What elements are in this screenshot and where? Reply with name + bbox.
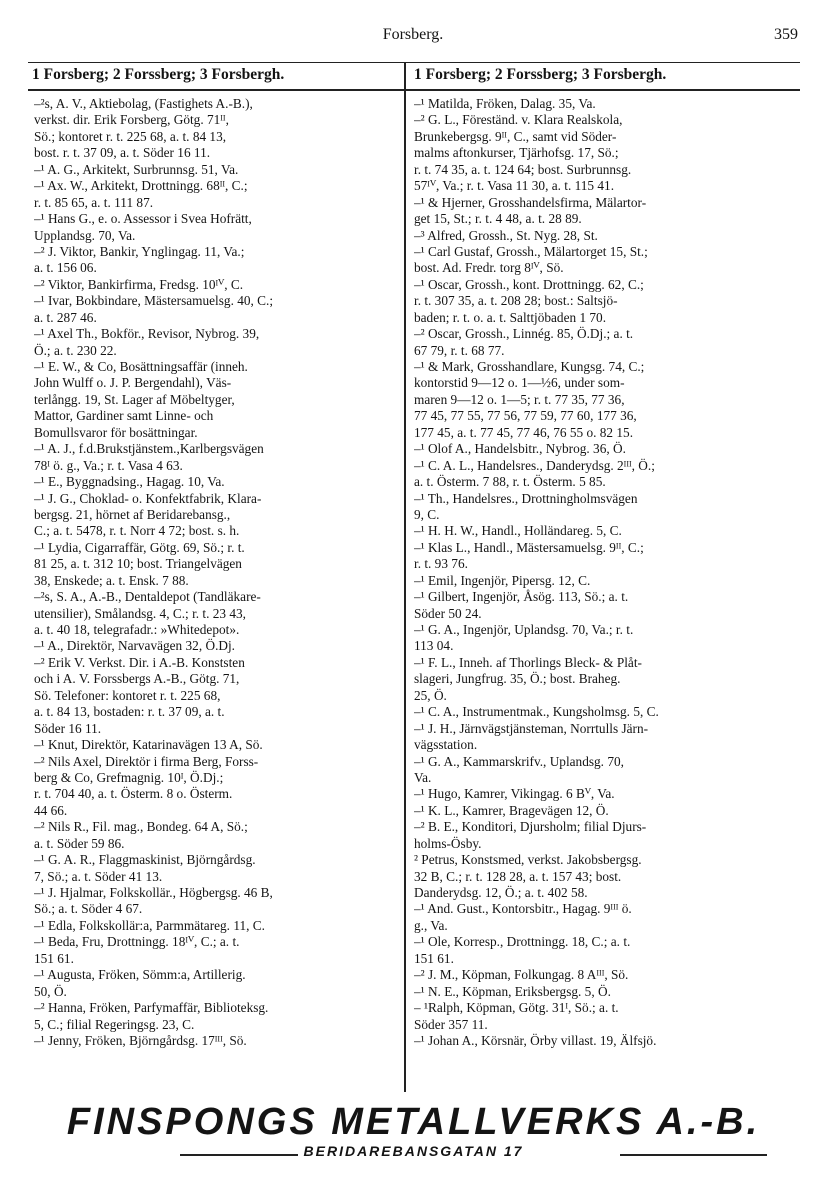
entry-line: –¹ Beda, Fru, Drottningg. 18ᴵⱽ, C.; a. t.	[34, 934, 240, 950]
page-header	[28, 26, 798, 54]
entry-line: Brunkebergsg. 9ᴵᴵ, C., samt vid Söder-	[414, 128, 617, 144]
entry-line: a. t. 40 18, telegrafadr.: »Whitedepot».	[34, 622, 240, 637]
left-column-heading: 1 Forsberg; 2 Forssberg; 3 Forsbergh.	[32, 66, 285, 83]
entry-line: kontorstid 9—12 o. 1—½6, under som-	[414, 375, 625, 391]
entry-line: –²s, S. A., A.-B., Dentaldepot (Tandläkare-	[34, 589, 261, 605]
entry-line: –¹ Jenny, Fröken, Björngårdsg. 17ᴵᴵᴵ, Sö.	[34, 1032, 247, 1048]
entry-line: –¹ C. A., Instrumentmak., Kungsholmsg. 5, C.	[414, 704, 659, 720]
entry-line: 32 B, C.; r. t. 128 28, a. t. 157 43; bost.	[414, 868, 622, 884]
entry-line: 44 66.	[34, 802, 68, 818]
entry-line: –¹ Gilbert, Ingenjör, Åsög. 113, Sö.; a. t.	[414, 589, 629, 605]
entry-line: –¹ Hans G., e. o. Assessor i Svea Hofrätt,	[34, 211, 252, 227]
entry-line: maren 9—12 o. 1—5; r. t. 77 35, 77 36,	[414, 391, 625, 407]
entry-line: John Wulff o. J. P. Bergendahl), Väs-	[34, 375, 232, 391]
entry-line: –² J. M., Köpman, Folkungag. 8 Aᴵᴵᴵ, Sö.	[414, 967, 629, 983]
entry-line: –¹ A. G., Arkitekt, Surbrunnsg. 51, Va.	[34, 161, 239, 177]
entry-line: 25, Ö.	[414, 687, 447, 703]
entry-line: Sö. Telefoner: kontoret r. t. 225 68,	[34, 687, 221, 703]
header-rule-top	[28, 62, 800, 63]
entry-line: –¹ F. L., Inneh. af Thorlings Bleck- & Plåt-	[414, 654, 642, 670]
entry-line: berg & Co, Grefmagnig. 10ᴵ, Ö.Dj.;	[34, 769, 224, 785]
entry-line: Söder 16 11.	[34, 720, 102, 736]
entry-line: Sö.; a. t. Söder 4 67.	[34, 901, 143, 917]
entry-line: –¹ And. Gust., Kontorsbitr., Hagag. 9ᴵᴵᴵ ö.	[414, 901, 632, 917]
entry-line: –¹ Emil, Ingenjör, Pipersg. 12, C.	[414, 572, 591, 588]
entry-line: och i A. V. Forssbergs A.-B., Götg. 71,	[34, 671, 240, 687]
entry-line: Mattor, Gardiner samt Linne- och	[34, 408, 214, 424]
entry-line: Söder 357 11.	[414, 1016, 488, 1032]
entry-line: C.; a. t. 5478, r. t. Norr 4 72; bost. s. h.	[34, 523, 240, 539]
entry-line: Va.	[414, 769, 432, 785]
entry-line: malms aftonkurser, Tjärhofsg. 17, Sö.;	[414, 145, 619, 161]
right-column	[414, 96, 804, 1049]
entry-line: –¹ K. L., Kamrer, Bragevägen 12, Ö.	[414, 802, 609, 818]
advertisement-address-bar	[60, 1143, 767, 1167]
entry-line: –¹ Johan A., Körsnär, Örby villast. 19, Älfsjö.	[414, 1032, 657, 1048]
entry-line: –¹ Th., Handelsres., Drottningholmsvägen	[414, 490, 638, 506]
entry-line: r. t. 307 35, a. t. 208 28; bost.: Saltsjö-	[414, 293, 618, 309]
entry-line: g., Va.	[414, 917, 448, 933]
entry-line: –¹ & Hjerner, Grosshandelsfirma, Mälartor-	[414, 194, 647, 210]
entry-line: –² Erik V. Verkst. Dir. i A.-B. Konststen	[34, 654, 245, 670]
entry-line: Bomullsvaror för bosättningar.	[34, 424, 198, 440]
entry-line: Söder 50 24.	[414, 605, 482, 621]
advertisement-address: BERIDAREBANSGATAN 17	[298, 1143, 530, 1159]
entry-line: terlångg. 19, St. Lager af Möbeltyger,	[34, 391, 235, 407]
entry-line: 50, Ö.	[34, 983, 67, 999]
entry-line: get 15, St.; r. t. 4 48, a. t. 28 89.	[414, 211, 582, 227]
entry-line: –¹ N. E., Köpman, Eriksbergsg. 5, Ö.	[414, 983, 611, 999]
entry-line: a. t. 84 13, bostaden: r. t. 37 09, a. t.	[34, 704, 225, 720]
entry-line: baden; r. t. o. a. t. Salttjöbaden 1 70.	[414, 309, 607, 325]
entry-line: –¹ J. H., Järnvägstjänsteman, Norrtulls Järn-	[414, 720, 649, 736]
entry-line: r. t. 704 40, a. t. Österm. 8 o. Österm.	[34, 786, 233, 802]
entry-line: –² Viktor, Bankirfirma, Fredsg. 10ᴵⱽ, C.	[34, 276, 244, 292]
entry-line: –¹ Ole, Korresp., Drottningg. 18, C.; a. t.	[414, 934, 631, 950]
entry-line: 78ᴵ ö. g., Va.; r. t. Vasa 4 63.	[34, 457, 183, 473]
entry-line: –¹ J. G., Choklad- o. Konfektfabrik, Klara-	[34, 490, 262, 506]
entry-line: –¹ Carl Gustaf, Grossh., Mälartorget 15, St.;	[414, 243, 648, 259]
entry-line: –¹ Knut, Direktör, Katarinavägen 13 A, Sö.	[34, 737, 263, 753]
entry-line: –¹ G. A., Ingenjör, Uplandsg. 70, Va.; r. t.	[414, 622, 634, 637]
entry-line: r. t. 93 76.	[414, 556, 468, 572]
entry-line: –² B. E., Konditori, Djursholm; filial Djurs-	[414, 819, 647, 835]
entry-line: bergsg. 21, hörnet af Beridarebansg.,	[34, 506, 231, 522]
right-column-heading: 1 Forsberg; 2 Forssberg; 3 Forsbergh.	[414, 66, 667, 83]
header-rule-bottom	[28, 89, 800, 91]
left-column	[34, 96, 404, 1049]
running-title: Forsberg.	[382, 26, 444, 43]
entry-line: –¹ Olof A., Handelsbitr., Nybrog. 36, Ö.	[414, 441, 626, 457]
entry-line: Upplandsg. 70, Va.	[34, 227, 136, 243]
entry-line: –² J. Viktor, Bankir, Ynglingag. 11, Va.;	[34, 243, 245, 259]
entry-line: – ¹Ralph, Köpman, Götg. 31ᴵ, Sö.; a. t.	[414, 1000, 619, 1016]
entry-line: –¹ Klas L., Handl., Mästersamuelsg. 9ᴵᴵ, C.;	[414, 539, 644, 555]
entry-line: 57ᴵⱽ, Va.; r. t. Vasa 11 30, a. t. 115 41.	[414, 178, 615, 194]
entry-line: 151 61.	[414, 950, 454, 966]
entry-line: –¹ Axel Th., Bokför., Revisor, Nybrog. 39,	[34, 326, 260, 342]
entry-line: –¹ Augusta, Fröken, Sömm:a, Artillerig.	[34, 967, 246, 983]
entry-line: –¹ G. A., Kammarskrifv., Uplandsg. 70,	[414, 753, 624, 769]
entry-line: Danderydsg. 12, Ö.; a. t. 402 58.	[414, 885, 588, 900]
entry-line: –¹ Hugo, Kamrer, Vikingag. 6 Bⱽ, Va.	[414, 786, 615, 802]
entry-line: 113 04.	[414, 638, 454, 654]
entry-line: a. t. Söder 59 86.	[34, 835, 125, 851]
entry-line: –¹ Ax. W., Arkitekt, Drottningg. 68ᴵᴵ, C.;	[34, 178, 248, 194]
entry-line: 38, Enskede; a. t. Ensk. 7 88.	[34, 572, 189, 588]
advertisement-title: FINSPONGS METALLVERKS A.-B.	[66, 1101, 761, 1143]
entry-line: –¹ Edla, Folkskollär:a, Parmmätareg. 11, C.	[34, 917, 265, 933]
entry-line: 9, C.	[414, 506, 440, 522]
entry-line: –¹ J. Hjalmar, Folkskollär., Högbergsg. 46 B,	[34, 885, 273, 900]
entry-line: –²s, A. V., Aktiebolag, (Fastighets A.-B.),	[34, 96, 253, 111]
entry-line: 151 61.	[34, 950, 74, 966]
entry-line: Ö.; a. t. 230 22.	[34, 342, 117, 358]
entry-line: holms-Ösby.	[414, 835, 482, 851]
entry-line: –¹ Oscar, Grossh., kont. Drottningg. 62, C.;	[414, 276, 644, 292]
entry-line: –¹ G. A. R., Flaggmaskinist, Björngårdsg.	[34, 852, 256, 868]
entry-line: –¹ Matilda, Fröken, Dalag. 35, Va.	[414, 96, 596, 111]
entry-line: a. t. Österm. 7 88, r. t. Österm. 5 85.	[414, 474, 606, 490]
entry-line: vägsstation.	[414, 737, 478, 753]
entry-line: 5, C.; filial Regeringsg. 23, C.	[34, 1016, 195, 1032]
entry-line: –² Oscar, Grossh., Linnég. 85, Ö.Dj.; a. t.	[414, 326, 634, 342]
entry-line: verkst. dir. Erik Forsberg, Götg. 71ᴵᴵ,	[34, 112, 229, 128]
entry-line: –¹ A. J., f.d.Brukstjänstem.,Karlbergsvägen	[34, 441, 264, 457]
entry-line: slageri, Jungfrug. 35, Ö.; bost. Braheg.	[414, 671, 621, 687]
entry-line: 81 25, a. t. 312 10; bost. Triangelvägen	[34, 556, 242, 572]
page-number: 359	[774, 26, 798, 43]
entry-line: r. t. 74 35, a. t. 124 64; bost. Surbrunnsg.	[414, 161, 632, 177]
entry-line: –² G. L., Föreständ. v. Klara Realskola,	[414, 112, 623, 128]
entry-line: ² Petrus, Konstsmed, verkst. Jakobsbergsg.	[414, 852, 642, 868]
entry-line: –³ Alfred, Grossh., St. Nyg. 28, St.	[414, 227, 598, 243]
entry-line: –² Hanna, Fröken, Parfymaffär, Biblioteksg.	[34, 1000, 269, 1016]
entry-line: –² Nils R., Fil. mag., Bondeg. 64 A, Sö.;	[34, 819, 248, 835]
entry-line: 7, Sö.; a. t. Söder 41 13.	[34, 868, 163, 884]
entry-line: –¹ Ivar, Bokbindare, Mästersamuelsg. 40, C.;	[34, 293, 274, 309]
entry-line: r. t. 85 65, a. t. 111 87.	[34, 194, 154, 210]
entry-line: –¹ E., Byggnadsing., Hagag. 10, Va.	[34, 474, 225, 490]
entry-line: a. t. 156 06.	[34, 260, 97, 276]
entry-line: a. t. 287 46.	[34, 309, 97, 325]
entry-line: 77 45, 77 55, 77 56, 77 59, 77 60, 177 36,	[414, 408, 637, 424]
entry-line: –¹ H. H. W., Handl., Holländareg. 5, C.	[414, 523, 622, 539]
entry-line: –¹ E. W., & Co, Bosättningsaffär (inneh.	[34, 359, 248, 374]
entry-line: Sö.; kontoret r. t. 225 68, a. t. 84 13,	[34, 128, 227, 144]
entry-line: –¹ C. A. L., Handelsres., Danderydsg. 2ᴵᴵᴵ, Ö.;	[414, 457, 655, 473]
column-divider	[404, 62, 406, 1092]
entry-line: 177 45, a. t. 77 45, 77 46, 76 55 o. 82 15.	[414, 424, 634, 440]
entry-line: –¹ Lydia, Cigarraffär, Götg. 69, Sö.; r. t.	[34, 539, 245, 555]
entry-line: –² Nils Axel, Direktör i firma Berg, Forss-	[34, 753, 259, 769]
entry-line: 67 79, r. t. 68 77.	[414, 342, 505, 358]
entry-line: –¹ & Mark, Grosshandlare, Kungsg. 74, C.;	[414, 359, 645, 374]
entry-line: –¹ A., Direktör, Narvavägen 32, Ö.Dj.	[34, 638, 236, 654]
entry-line: utensilier), Smålandsg. 4, C.; r. t. 23 43,	[34, 605, 246, 621]
entry-line: bost. r. t. 37 09, a. t. Söder 16 11.	[34, 145, 211, 161]
entry-line: bost. Ad. Fredr. torg 8ᴵⱽ, Sö.	[414, 260, 564, 276]
